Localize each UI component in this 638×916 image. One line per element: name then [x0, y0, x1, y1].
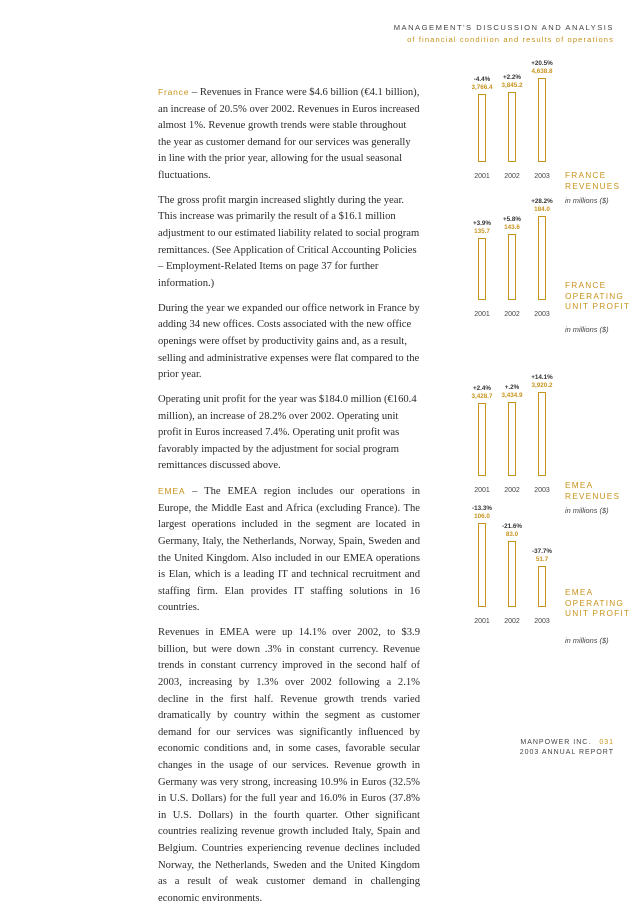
bar-change-label: +5.8% [502, 216, 522, 223]
emea-revenues-title: EMEA REVENUES [565, 480, 621, 501]
france-revenues-unit: in millions ($) [565, 196, 609, 205]
bar-value-label: 3,845.2 [501, 82, 523, 89]
bar-2001 [478, 238, 486, 300]
bar-value-label: 3,428.7 [471, 393, 493, 400]
year-tick-label: 2001 [474, 311, 490, 318]
bar-2003 [538, 78, 546, 162]
bar-value-label: 184.0 [534, 206, 550, 213]
emea-heading: EMEA [158, 486, 186, 497]
bar-value-label: 135.7 [474, 228, 490, 235]
bar-value-label: 51.7 [535, 556, 549, 563]
bar-change-label: +3.9% [472, 220, 492, 227]
bar-2002 [508, 541, 516, 607]
bar-value-label: 143.6 [504, 224, 520, 231]
year-tick-label: 2003 [534, 311, 550, 318]
year-tick-label: 2002 [504, 311, 520, 318]
emea-paragraph-2: Revenues in EMEA were up 14.1% over 2002, to $3.9 billion, but were down .3% in constant currency. Revenue trends in constant currency improved in the second half of 2003, increasing by 1.3% over 2002 following a 2.1% decline in the first half. Revenue growth trends varied dramatically by country within the segment as customer demand for our services was significantly influenced by economic conditions and, in some cases, favorable secular changes in the usage of our services. Revenue growth in Germany was very strong, increasing 10.9% in Euros (32.5% in U.S. Dollars) for the full year and 16.0% in Euros (37.8% in U.S. Dollars) in the fourth quarter. Other significant countries realizing revenue growth included Italy, Spain and Belgium. Countries experiencing revenue declines included Norway, the Netherlands, Sweden and the United Kingdom as a result of weak customer demand in challenging economic environments. [158, 627, 420, 904]
france-heading: France [158, 87, 190, 97]
bar-value-label: 3,434.9 [501, 392, 523, 399]
bar-change-label: -37.7% [532, 548, 552, 555]
year-tick-label: 2001 [474, 173, 490, 180]
emea-profit-chart [462, 507, 554, 627]
footer-company: MANPOWER INC. [520, 739, 592, 746]
body-text [158, 84, 420, 916]
page-footer [520, 738, 614, 757]
bar-2002 [508, 234, 516, 300]
france-profit-chart [462, 200, 554, 320]
bar-2003 [538, 566, 546, 607]
bar-change-label: +.2% [504, 384, 520, 391]
header-title: MANAGEMENT'S DISCUSSION AND ANALYSIS [393, 23, 614, 32]
bar-2001 [478, 403, 486, 476]
bar-2003 [538, 392, 546, 476]
bar-2001 [478, 523, 486, 607]
france-profit-unit: in millions ($) [565, 325, 609, 334]
bar-2003 [538, 216, 546, 300]
header-subtitle: of financial condition and results of operations [407, 35, 614, 44]
france-paragraph-3: During the year we expanded our office network in France by adding 34 new offices. Costs associated with the new office openings were offset by productivity gains and, as a result, selling and administrative expenses were flat compared to the prior year. [158, 302, 420, 381]
france-profit-title: FRANCE OPERATING UNIT PROFIT [565, 280, 631, 311]
emea-revenues-unit: in millions ($) [565, 506, 609, 515]
emea-profit-unit: in millions ($) [565, 636, 609, 645]
bar-change-label: +2.2% [502, 74, 522, 81]
year-tick-label: 2002 [504, 173, 520, 180]
bar-change-label: +28.2% [531, 198, 553, 205]
bar-change-label: -21.6% [502, 523, 522, 530]
bar-2002 [508, 92, 516, 162]
bar-change-label: +14.1% [531, 374, 553, 381]
bar-change-label: -4.4% [473, 76, 491, 83]
emea-revenues-chart [462, 376, 554, 496]
emea-paragraph-1 [158, 483, 420, 617]
emea-profit-title: EMEA OPERATING UNIT PROFIT [565, 587, 631, 618]
bar-value-label: 3,920.2 [531, 382, 553, 389]
bar-2001 [478, 94, 486, 162]
year-tick-label: 2003 [534, 173, 550, 180]
france-revenues-chart [462, 62, 554, 182]
france-paragraph-1 [158, 84, 420, 185]
year-tick-label: 2002 [504, 618, 520, 625]
bar-value-label: 106.0 [474, 513, 490, 520]
bar-change-label: +20.5% [531, 60, 553, 67]
year-tick-label: 2003 [534, 618, 550, 625]
year-tick-label: 2002 [504, 487, 520, 494]
france-paragraph-2: The gross profit margin increased slightly during the year. This increase was primarily the result of a $16.1 million adjustment to our estimated liability related to social program remittances. (See Application of Critical Accounting Policies – Employment-Related Items on page 37 for further information.) [158, 194, 420, 289]
year-tick-label: 2001 [474, 487, 490, 494]
page-number: 031 [599, 739, 614, 746]
bar-2002 [508, 402, 516, 476]
year-tick-label: 2001 [474, 618, 490, 625]
bar-change-label: +2.4% [472, 385, 492, 392]
bar-value-label: 4,638.8 [531, 68, 553, 75]
bar-value-label: 3,766.4 [471, 84, 493, 91]
emea-text-1: – The EMEA region includes our operations in Europe, the Middle East and Africa (excluding France). The largest operations included in the segment are located in Germany, Italy, the Netherlands, Norway, Spain, Sweden and the United Kingdom. Also included in our EMEA operations is Elan, which is a leading IT and technical recruitment and staffing firm. Elan provides IT staffing solutions in 16 countries. [158, 486, 420, 614]
france-text-1: – Revenues in France were $4.6 billion (€4.1 billion), an increase of 20.5% over 2002. Revenues in Euros increased almost 1%. Revenue growth trends were stable throughout the year as customer demand for our services was generally in line with the prior year, allowing for the usual seasonal fluctuations. [158, 87, 420, 181]
bar-change-label: -13.3% [472, 505, 492, 512]
france-revenues-title: FRANCE REVENUES [565, 170, 621, 191]
bar-value-label: 83.0 [505, 531, 519, 538]
year-tick-label: 2003 [534, 487, 550, 494]
france-paragraph-4: Operating unit profit for the year was $184.0 million (€160.4 million), an increase of 28.2% over 2002. Operating unit profit in Euros increased 7.4%. Operating unit profit was favorably impacted by the adjustment for social program remittances discussed above. [158, 393, 417, 472]
footer-report: 2003 ANNUAL REPORT [519, 748, 614, 756]
